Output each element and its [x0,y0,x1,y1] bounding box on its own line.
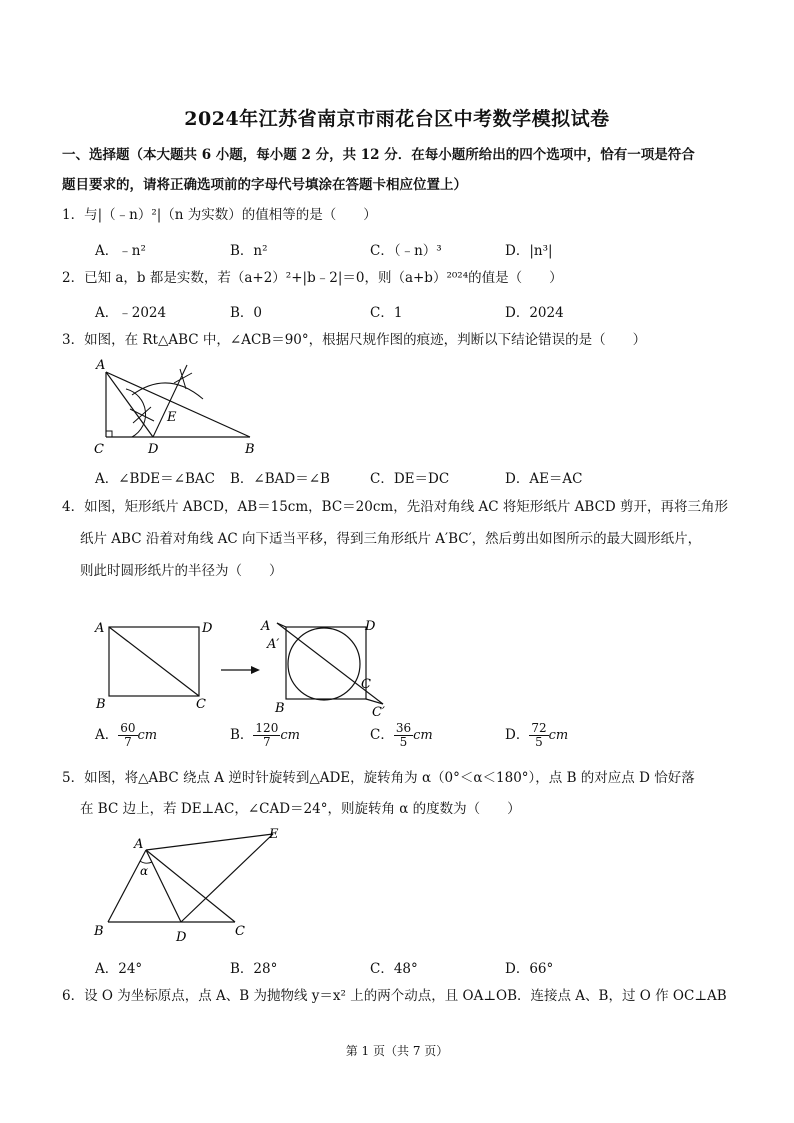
q3-segment-ad [106,372,153,437]
q3-option-b: B．∠BAD＝∠B [230,471,330,487]
q3-label-a: A [96,358,106,373]
q4-figure-2 [255,612,405,722]
q4-option-a-numerator: 60 [120,721,136,735]
q3-stem: 3．如图，在 Rt△ABC 中，∠ACB＝90°，根据尺规作图的痕迹，判断以下结论错误的是（ ） [62,332,647,348]
q4-option-d-numerator: 72 [531,721,547,735]
q4-option-d-fraction [529,722,548,749]
q4-option-a-fraction [118,722,137,749]
q4-option-d-letter: D． [505,727,530,743]
q2-option-d: D．2024 [505,305,564,321]
q4-option-d-unit: cm [548,728,569,743]
q4-fig2-label-b: B [275,701,285,716]
q5-angle-alpha-arc [140,861,152,863]
q4-fig2-label-a-prime: A′ [267,637,280,652]
q4-option-b-letter: B． [230,727,254,743]
q4-fig2-label-c-prime: C′ [372,705,385,720]
q3-label-e: E [167,410,177,425]
q4-option-c [370,722,433,749]
q5-side-ad [146,850,181,922]
q3-arc-2 [132,383,203,399]
q3-label-d: D [148,442,159,457]
q3-right-angle-mark [106,431,112,437]
q5-line1: 5．如图，将△ABC 绕点 A 逆时针旋转到△ADE，旋转角为 α（0°＜α＜180°），点 B 的对应点 D 恰好落 [62,770,695,786]
q2-option-b: B．0 [230,305,263,321]
q5-label-alpha: α [140,864,149,878]
q4-option-c-unit: cm [413,728,433,743]
q4-option-c-fraction [394,722,413,749]
q4-circle [288,628,360,700]
q4-option-b-fraction [253,722,280,749]
q5-option-b: B．28° [230,961,278,977]
q4-diagonal-ac [109,627,199,696]
q4-option-a [95,722,157,749]
q4-option-b-numerator: 120 [255,721,279,735]
q5-label-b: B [94,924,104,939]
q4-fig1-label-c: C [196,697,206,712]
q4-option-a-denominator: 7 [124,735,132,749]
q4-option-a-unit: cm [137,728,158,743]
section-header-line1: 一、选择题（本大题共 6 小题，每小题 2 分，共 12 分．在每小题所给出的四个选项中，恰有一项是符合 [62,147,695,163]
q5-option-a: A．24° [95,961,143,977]
q5-label-d: D [176,930,187,945]
q6-line1: 6．设 O 为坐标原点，点 A、B 为抛物线 y＝x² 上的两个动点，且 OA⊥OB．连接点 A、B，过 O 作 OC⊥AB [62,988,727,1004]
q4-line1: 4．如图，矩形纸片 ABCD，AB＝15cm，BC＝20cm，先沿对角线 AC 将矩形纸片 ABCD 剪开，再将三角形 [62,499,729,515]
q3-figure [88,355,268,460]
q4-option-c-denominator: 5 [399,735,408,749]
q2-option-c: C．1 [370,305,403,321]
q5-side-de [181,834,273,922]
q3-option-c: C．DE＝DC [370,471,450,487]
q4-option-b [230,722,300,749]
q5-side-ac [146,850,235,922]
section-header-line2: 题目要求的，请将正确选项前的字母代号填涂在答题卡相应位置上） [62,177,467,193]
q3-label-c: C [94,442,104,457]
q5-label-e: E [269,827,279,842]
q3-label-b: B [245,442,255,457]
q3-option-a: A．∠BDE＝∠BAC [95,471,215,487]
q4-fig1-label-a: A [95,621,105,636]
q4-option-b-unit: cm [280,728,300,743]
q1-option-c: C．（﹣n）³ [370,243,442,259]
q4-figure-1 [90,612,230,712]
q3-option-d: D．AE＝AC [505,471,583,487]
q4-fig2-label-a: A [261,619,271,634]
q4-option-c-numerator: 36 [395,721,412,735]
q2-stem: 2．已知 a，b 都是实数，若（a+2）²+|b﹣2|＝0，则（a+b）²⁰²⁴的值是（ ） [62,270,563,286]
q1-option-b: B．n² [230,243,268,259]
q5-label-a: A [134,837,144,852]
q4-option-c-letter: C． [370,727,394,743]
q5-figure [88,822,298,947]
q1-option-a: A．﹣n² [95,243,146,259]
q2-option-a: A．﹣2024 [95,305,167,321]
q5-label-c: C [235,924,245,939]
q4-line2: 纸片 ABC 沿着对角线 AC 向下适当平移，得到三角形纸片 A′BC′，然后剪出如图所示的最大圆形纸片， [80,531,702,547]
q5-option-c: C．48° [370,961,418,977]
q4-option-d [505,722,568,749]
q4-option-d-denominator: 5 [535,735,543,749]
page-title: 2024年江苏省南京市雨花台区中考数学模拟试卷 [184,108,610,130]
q4-fig1-label-d: D [202,621,213,636]
q3-side-ab [106,372,250,437]
q5-line2: 在 BC 边上，若 DE⊥AC，∠CAD＝24°，则旋转角 α 的度数为（ ） [80,801,521,817]
q5-option-d: D．66° [505,961,554,977]
page-footer: 第 1 页（共 7 页） [345,1044,449,1058]
q4-line3: 则此时圆形纸片的半径为（ ） [80,563,283,579]
q4-fig1-label-b: B [96,697,106,712]
q4-fig2-label-d: D [365,619,376,634]
q4-option-b-denominator: 7 [263,735,271,749]
q5-side-ae [146,834,273,850]
q1-stem: 1．与|（﹣n）²|（n 为实数）的值相等的是（ ） [62,207,377,223]
q4-option-a-letter: A． [95,727,119,743]
q4-fig2-label-c: C [361,677,371,692]
q1-option-d: D．|n³| [505,243,553,259]
